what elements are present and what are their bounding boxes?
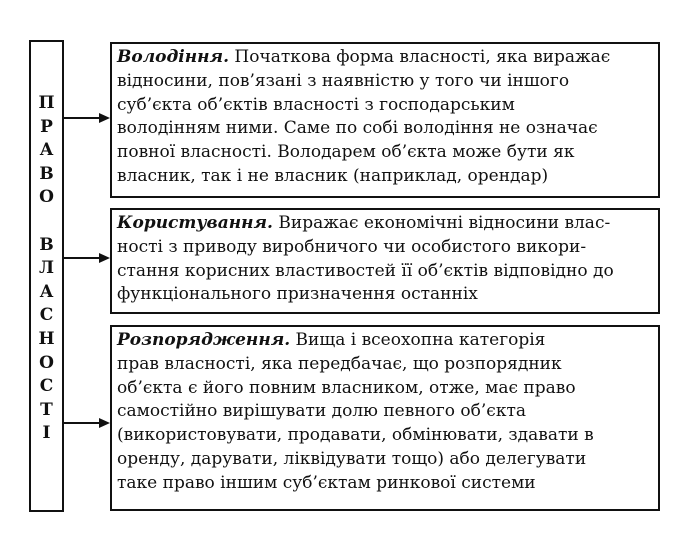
text-line xyxy=(117,329,652,353)
label-letter: А xyxy=(39,140,54,161)
text-line: власник, так і не власник (наприклад, орендар) xyxy=(117,165,549,186)
text-line: Початкова форма власності, яка виражає xyxy=(229,47,611,67)
label-letter: Р xyxy=(40,116,53,137)
text-line: відносини, пов’язані з наявністю у того чи іншого xyxy=(117,70,570,91)
disposal-box xyxy=(110,325,660,511)
text-line: таке право іншим суб’єктам ринкової системи xyxy=(117,472,536,493)
label-letter: Т xyxy=(40,399,53,420)
label-letter: С xyxy=(39,305,54,326)
term-use: Користування. xyxy=(117,213,273,233)
text-line: функціонального призначення останніх xyxy=(117,284,478,305)
text-line: суб’єкта об’єктів власності з господарським xyxy=(117,94,515,115)
label-letter: А xyxy=(39,281,54,302)
label-letter: О xyxy=(39,187,54,208)
text-line: володінням ними. Саме по собі володіння не означає xyxy=(117,118,598,139)
text-line: повної власності. Володарем об’єкта може бути як xyxy=(117,142,575,163)
term-possession: Володіння. xyxy=(117,47,230,67)
arrow-to-disposal xyxy=(64,418,110,428)
text-line: ності з приводу виробничого чи особистого викори- xyxy=(117,236,587,257)
term-disposal: Розпорядження. xyxy=(117,330,291,350)
arrow-to-use xyxy=(64,253,110,263)
text-line xyxy=(117,46,652,70)
text-line: об’єкта є його повним власником, отже, має право xyxy=(117,377,576,398)
possession-box xyxy=(110,42,660,198)
label-letter: В xyxy=(39,234,54,255)
text-line xyxy=(117,212,652,236)
label-letter: П xyxy=(38,93,55,113)
label-letter: І xyxy=(42,423,51,444)
text-line: Виражає економічні відносини влас- xyxy=(272,213,611,233)
label-letter: О xyxy=(39,352,54,373)
text-line: Вища і всеохопна категорія xyxy=(290,330,546,350)
label-letter: Н xyxy=(38,328,55,349)
text-line: (використовувати, продавати, обмінювати, здавати в xyxy=(117,425,594,446)
text-line: самостійно вирішувати долю певного об’єкта xyxy=(117,401,526,422)
text-line: стання корисних властивостей її об’єктів відповідно до xyxy=(117,260,614,281)
use-box xyxy=(110,208,660,314)
arrow-to-possession xyxy=(64,113,110,123)
label-letter: Л xyxy=(38,258,55,279)
text-line: оренду, дарувати, ліквідувати тощо) або делегувати xyxy=(117,448,587,469)
label-letter: В xyxy=(39,163,54,184)
label-letter: С xyxy=(39,376,54,397)
text-line: прав власності, яка передбачає, що розпорядник xyxy=(117,353,562,374)
